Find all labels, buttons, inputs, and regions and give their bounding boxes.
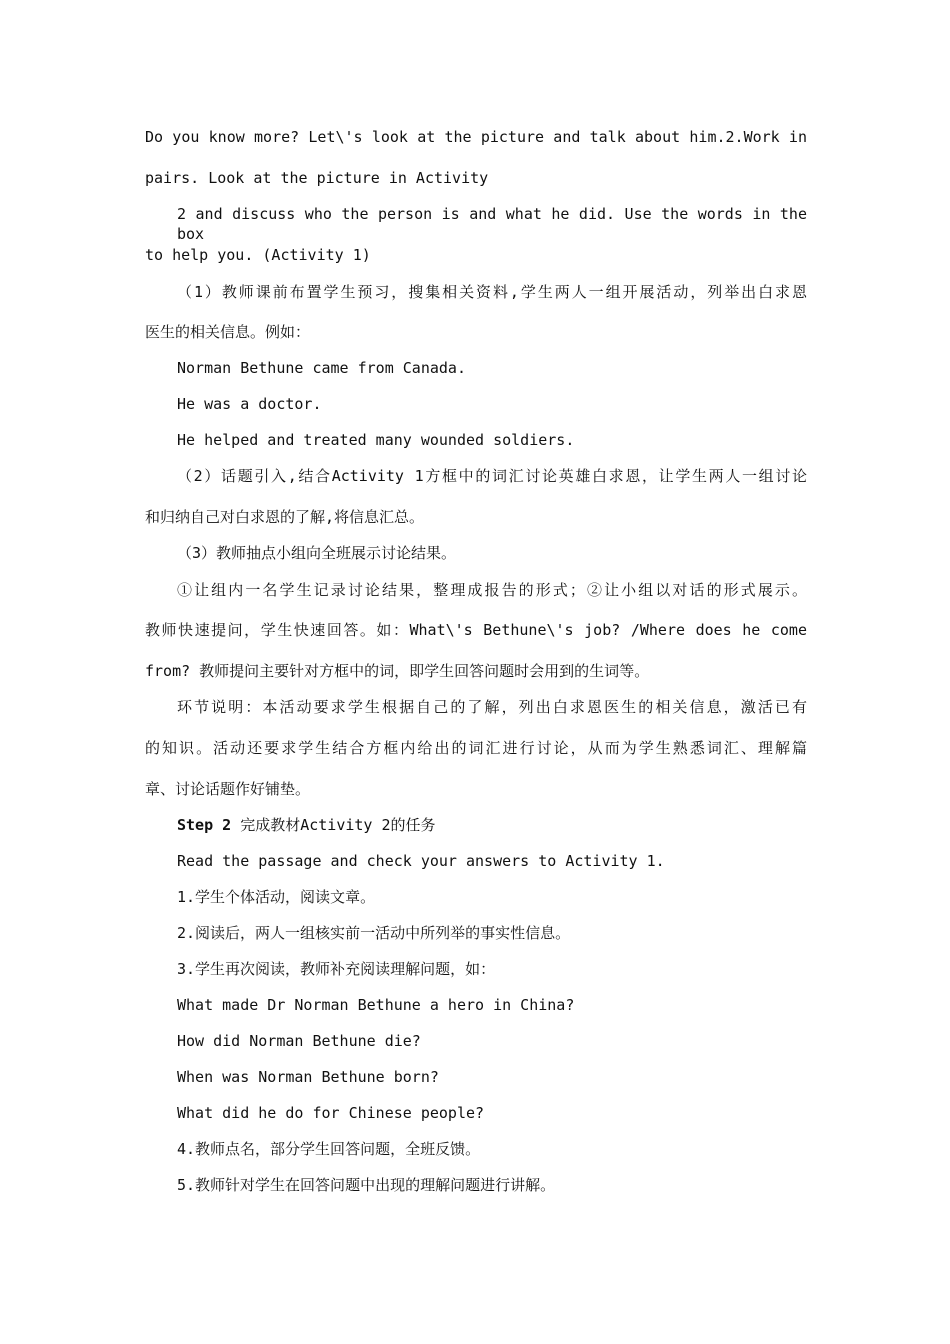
text-line: pairs. Look at the picture in Activity	[145, 169, 489, 187]
text-line: 教师快速提问，学生快速回答。如：What\'s Bethune\'s job? /Where does he come	[145, 621, 807, 639]
question-line: How did Norman Bethune die?	[177, 1032, 421, 1050]
text-line: to help you. (Activity 1)	[145, 246, 371, 264]
text-line: 和归纳自己对白求恩的了解,将信息汇总。	[145, 508, 425, 526]
text-line: Norman Bethune came from Canada.	[177, 359, 466, 377]
text-line: 章、讨论话题作好铺垫。	[145, 780, 311, 798]
list-item: 5.教师针对学生在回答问题中出现的理解问题进行讲解。	[177, 1176, 556, 1194]
step-label: Step 2	[177, 816, 232, 834]
text-line: He helped and treated many wounded soldiers.	[177, 431, 575, 449]
question-line: What made Dr Norman Bethune a hero in China?	[177, 996, 575, 1014]
list-item: 1.学生个体活动，阅读文章。	[177, 888, 376, 906]
text-line: 2 and discuss who the person is and what he did. Use the words in the box	[177, 205, 807, 243]
step-heading	[177, 815, 807, 835]
list-item: 2.阅读后，两人一组核实前一活动中所列举的事实性信息。	[177, 924, 571, 942]
list-item: 3.学生再次阅读，教师补充阅读理解问题，如：	[177, 960, 496, 978]
step-title: 完成教材Activity 2的任务	[231, 816, 436, 834]
text-line: Read the passage and check your answers to Activity 1.	[177, 852, 665, 870]
text-line: 的知识。活动还要求学生结合方框内给出的词汇进行讨论，从而为学生熟悉词汇、理解篇	[145, 739, 807, 757]
question-line: What did he do for Chinese people?	[177, 1104, 485, 1122]
text-line: 环节说明：本活动要求学生根据自己的了解，列出白求恩医生的相关信息，激活已有	[177, 698, 807, 716]
text-line: Do you know more? Let\'s look at the picture and talk about him.2.Work in	[145, 128, 807, 146]
text-line: ①让组内一名学生记录讨论结果，整理成报告的形式；②让小组以对话的形式展示。	[177, 581, 807, 599]
text-line: from? 教师提问主要针对方框中的词，即学生回答问题时会用到的生词等。	[145, 662, 650, 680]
question-line: When was Norman Bethune born?	[177, 1068, 439, 1086]
text-line: 医生的相关信息。例如：	[145, 323, 311, 341]
text-line: （2）话题引入,结合Activity 1方框中的词汇讨论英雄白求恩，让学生两人一组讨论	[177, 467, 807, 485]
text-line: He was a doctor.	[177, 395, 322, 413]
text-line: （1）教师课前布置学生预习，搜集相关资料,学生两人一组开展活动，列举出白求恩	[177, 283, 807, 301]
text-line: （3）教师抽点小组向全班展示讨论结果。	[177, 544, 457, 562]
list-item: 4.教师点名，部分学生回答问题，全班反馈。	[177, 1140, 481, 1158]
